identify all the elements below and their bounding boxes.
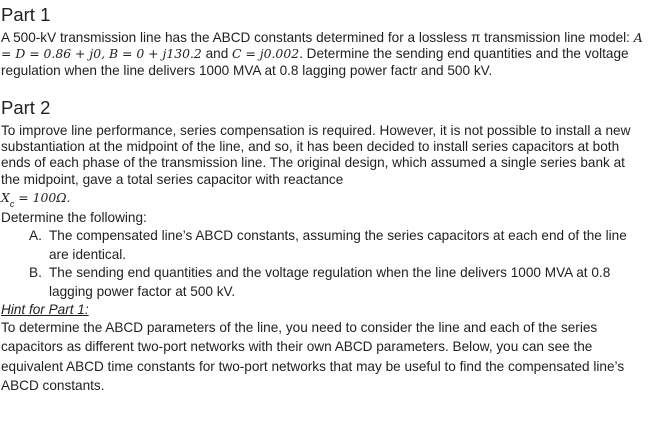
list-item-text: The sending end quantities and the voltage regulation when the line delivers 1000 MVA at 0.8 lagging power factor at 500 kV.	[49, 265, 611, 299]
hint-title: Hint for Part 1:	[1, 302, 89, 318]
xc-value: = 100Ω.	[14, 190, 71, 206]
part2-heading: Part 2	[1, 96, 51, 118]
list-marker: B.	[29, 265, 42, 281]
part1-text-after: . Determine the sending end quantities and the voltage regulation when the line delivers 1000 MVA at 0.8 lagging power factr and 500 kV.	[1, 46, 629, 78]
part1-equation-abd: A = D = 0.86 + j0, B = 0 + j130.2	[1, 30, 643, 62]
question-list	[1, 227, 646, 301]
list-marker: A.	[29, 228, 42, 244]
part1-and: and	[201, 46, 233, 62]
document	[1, 0, 646, 395]
xc-subscript: c	[9, 199, 15, 210]
part1-paragraph	[1, 30, 646, 79]
xc-reactance	[1, 188, 646, 209]
part1-text-before: A 500-kV transmission line has the ABCD constants determined for a lossless π transmission line model:	[1, 30, 634, 45]
xc-symbol: X	[1, 190, 10, 206]
part1-heading: Part 1	[1, 4, 51, 25]
list-item	[1, 264, 646, 301]
part2-paragraph: To improve line performance, series compensation is required. However, it is not possible to install a new substantiation at the midpoint of the line, and so, it has been decided to install series capacitors at both ends of each phase of the transmission line. The original design, which assumed a single series bank at the midpoint, gave a total series capacitor with reactance	[1, 122, 631, 187]
list-item	[1, 227, 646, 264]
list-item-text: The compensated line’s ABCD constants, assuming the series capacitors at each end of the line are identical.	[49, 228, 627, 262]
determine-label: Determine the following:	[1, 210, 147, 226]
part1-equation-c: C = j0.002	[232, 46, 300, 62]
hint-text: To determine the ABCD parameters of the line, you need to consider the line and each of the series capacitors as different two-port networks with their own ABCD parameters. Below, you can see the equivalent ABCD time constants for two-port networks that may be useful to find the compensated line’s ABCD constants.	[1, 320, 625, 393]
